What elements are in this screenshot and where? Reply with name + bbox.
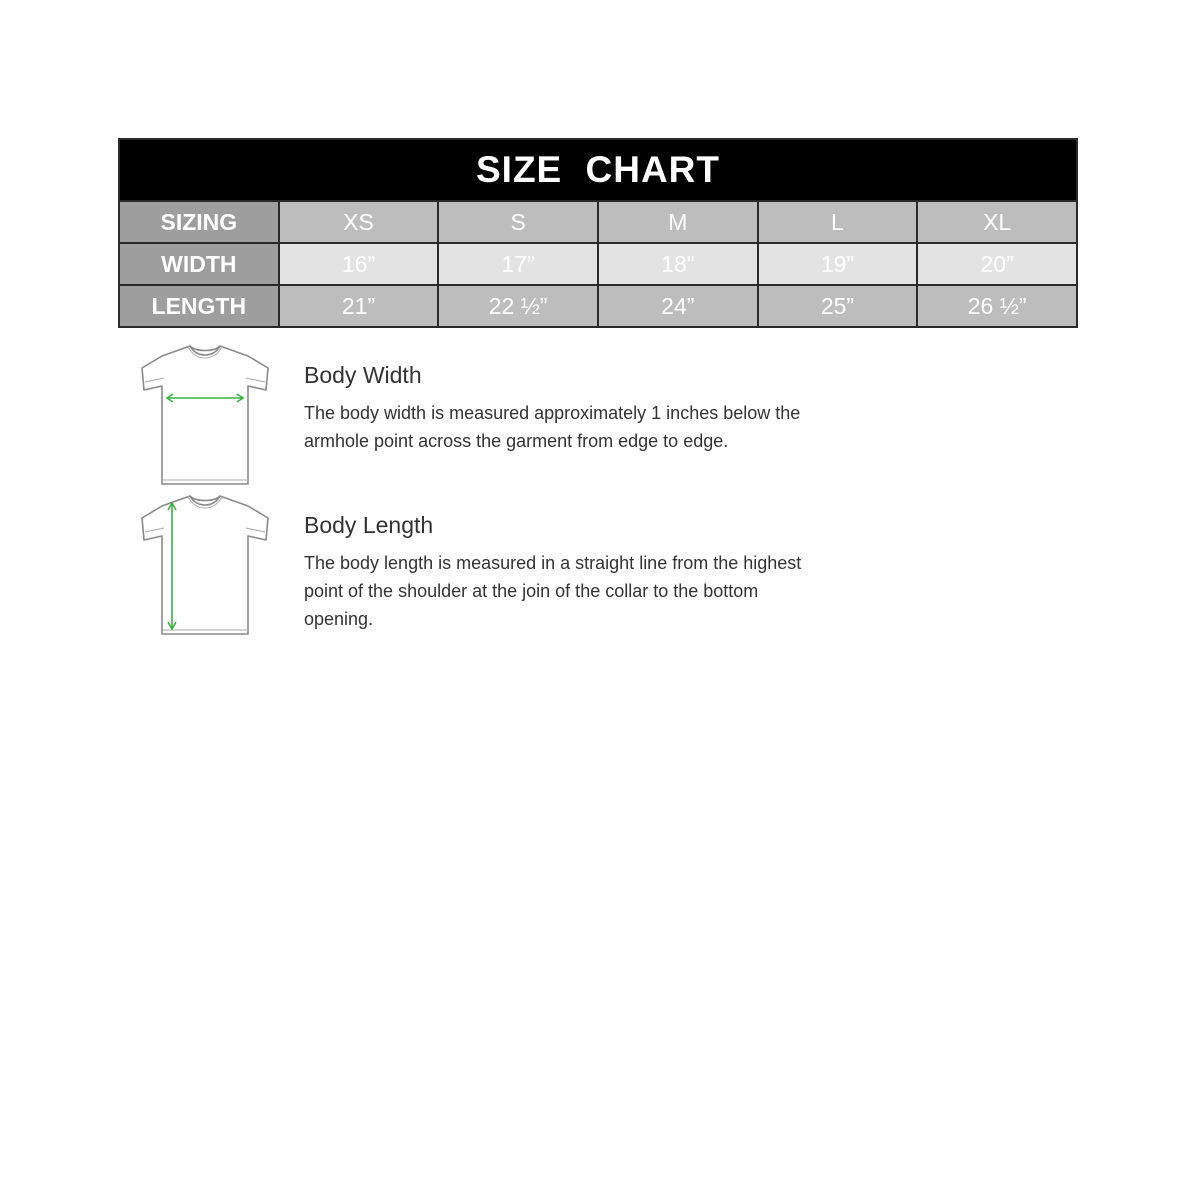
body-length-guide — [118, 492, 838, 640]
size-chart-table — [118, 138, 1078, 328]
width-cell-m: 18” — [598, 243, 758, 285]
body-width-text — [304, 362, 814, 455]
length-cell-xs: 21” — [279, 285, 439, 327]
body-length-text — [304, 512, 814, 633]
size-chart-title-row — [119, 139, 1077, 201]
size-chart-title: SIZE CHART — [119, 139, 1077, 201]
sizing-row — [119, 201, 1077, 243]
width-cell-s: 17” — [438, 243, 598, 285]
width-cell-l: 19” — [758, 243, 918, 285]
width-row — [119, 243, 1077, 285]
length-cell-xl: 26 ½” — [917, 285, 1077, 327]
body-length-description: The body length is measured in a straight line from the highest point of the shoulder at the join of the collar to the bottom opening. — [304, 553, 802, 629]
length-cell-m: 24” — [598, 285, 758, 327]
size-cell-xs: XS — [279, 201, 439, 243]
length-cell-s: 22 ½” — [438, 285, 598, 327]
width-header: WIDTH — [119, 243, 279, 285]
width-cell-xs: 16” — [279, 243, 439, 285]
body-width-guide — [118, 342, 838, 490]
sizing-header: SIZING — [119, 201, 279, 243]
body-length-heading: Body Length — [304, 512, 434, 538]
size-cell-xl: XL — [917, 201, 1077, 243]
length-cell-l: 25” — [758, 285, 918, 327]
width-cell-xl: 20” — [917, 243, 1077, 285]
body-width-description: The body width is measured approximately 1 inches below the armhole point across the garment from edge to edge. — [304, 403, 801, 451]
body-width-heading: Body Width — [304, 362, 422, 388]
size-cell-s: S — [438, 201, 598, 243]
tshirt-length-icon — [128, 492, 278, 640]
length-row — [119, 285, 1077, 327]
tshirt-width-icon — [128, 342, 278, 490]
length-header: LENGTH — [119, 285, 279, 327]
size-cell-m: M — [598, 201, 758, 243]
size-cell-l: L — [758, 201, 918, 243]
